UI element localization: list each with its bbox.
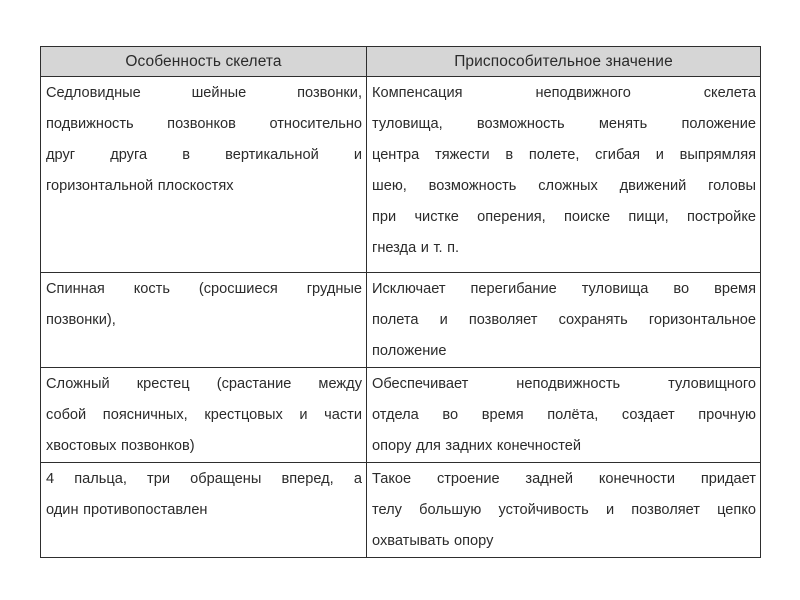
meaning-line: туловища, возможность менять положение	[372, 116, 756, 132]
skeleton-features-table	[40, 46, 761, 558]
header-meaning: Приспособительное значение	[367, 47, 761, 77]
meaning-cell	[367, 463, 761, 558]
feature-cell	[41, 368, 367, 463]
feature-cell	[41, 463, 367, 558]
feature-line: 4 пальца, три обращены вперед, а	[46, 471, 362, 487]
table-row	[41, 368, 761, 463]
feature-line: подвижность позвонков относительно	[46, 116, 362, 132]
meaning-line: Компенсация неподвижного скелета	[372, 85, 756, 101]
meaning-line: центра тяжести в полете, сгибая и выпрямляя	[372, 147, 756, 163]
feature-line: друг друга в вертикальной и	[46, 147, 362, 163]
meaning-line: шею, возможность сложных движений головы	[372, 178, 756, 194]
meaning-line: отдела во время полёта, создает прочную	[372, 407, 756, 423]
table-row	[41, 273, 761, 368]
table-row	[41, 77, 761, 273]
feature-cell	[41, 273, 367, 368]
meaning-line: гнезда и т. п.	[372, 240, 460, 256]
meaning-line: опору для задних конечностей	[372, 438, 582, 454]
meaning-line: Обеспечивает неподвижность туловищного	[372, 376, 756, 392]
feature-line: собой поясничных, крестцовых и части	[46, 407, 362, 423]
meaning-cell	[367, 273, 761, 368]
meaning-line: Исключает перегибание туловища во время	[372, 281, 756, 297]
meaning-cell	[367, 368, 761, 463]
feature-line: хвостовых позвонков)	[46, 438, 195, 454]
feature-line: Сложный крестец (срастание между	[46, 376, 362, 392]
meaning-line: положение	[372, 343, 447, 359]
table-header-row	[41, 47, 761, 77]
feature-line: один противопоставлен	[46, 502, 208, 518]
meaning-line: телу большую устойчивость и позволяет цепко	[372, 502, 756, 518]
feature-line: горизонтальной плоскостях	[46, 178, 234, 194]
meaning-line: при чистке оперения, поиске пищи, постройке	[372, 209, 756, 225]
meaning-line: Такое строение задней конечности придает	[372, 471, 756, 487]
feature-cell	[41, 77, 367, 273]
feature-line: Седловидные шейные позвонки,	[46, 85, 362, 101]
meaning-line: полета и позволяет сохранять горизонтальное	[372, 312, 756, 328]
table-row	[41, 463, 761, 558]
meaning-line: охватывать опору	[372, 533, 494, 549]
header-feature: Особенность скелета	[41, 47, 367, 77]
feature-line: Спинная кость (сросшиеся грудные	[46, 281, 362, 297]
meaning-cell	[367, 77, 761, 273]
feature-line: позвонки),	[46, 312, 116, 328]
